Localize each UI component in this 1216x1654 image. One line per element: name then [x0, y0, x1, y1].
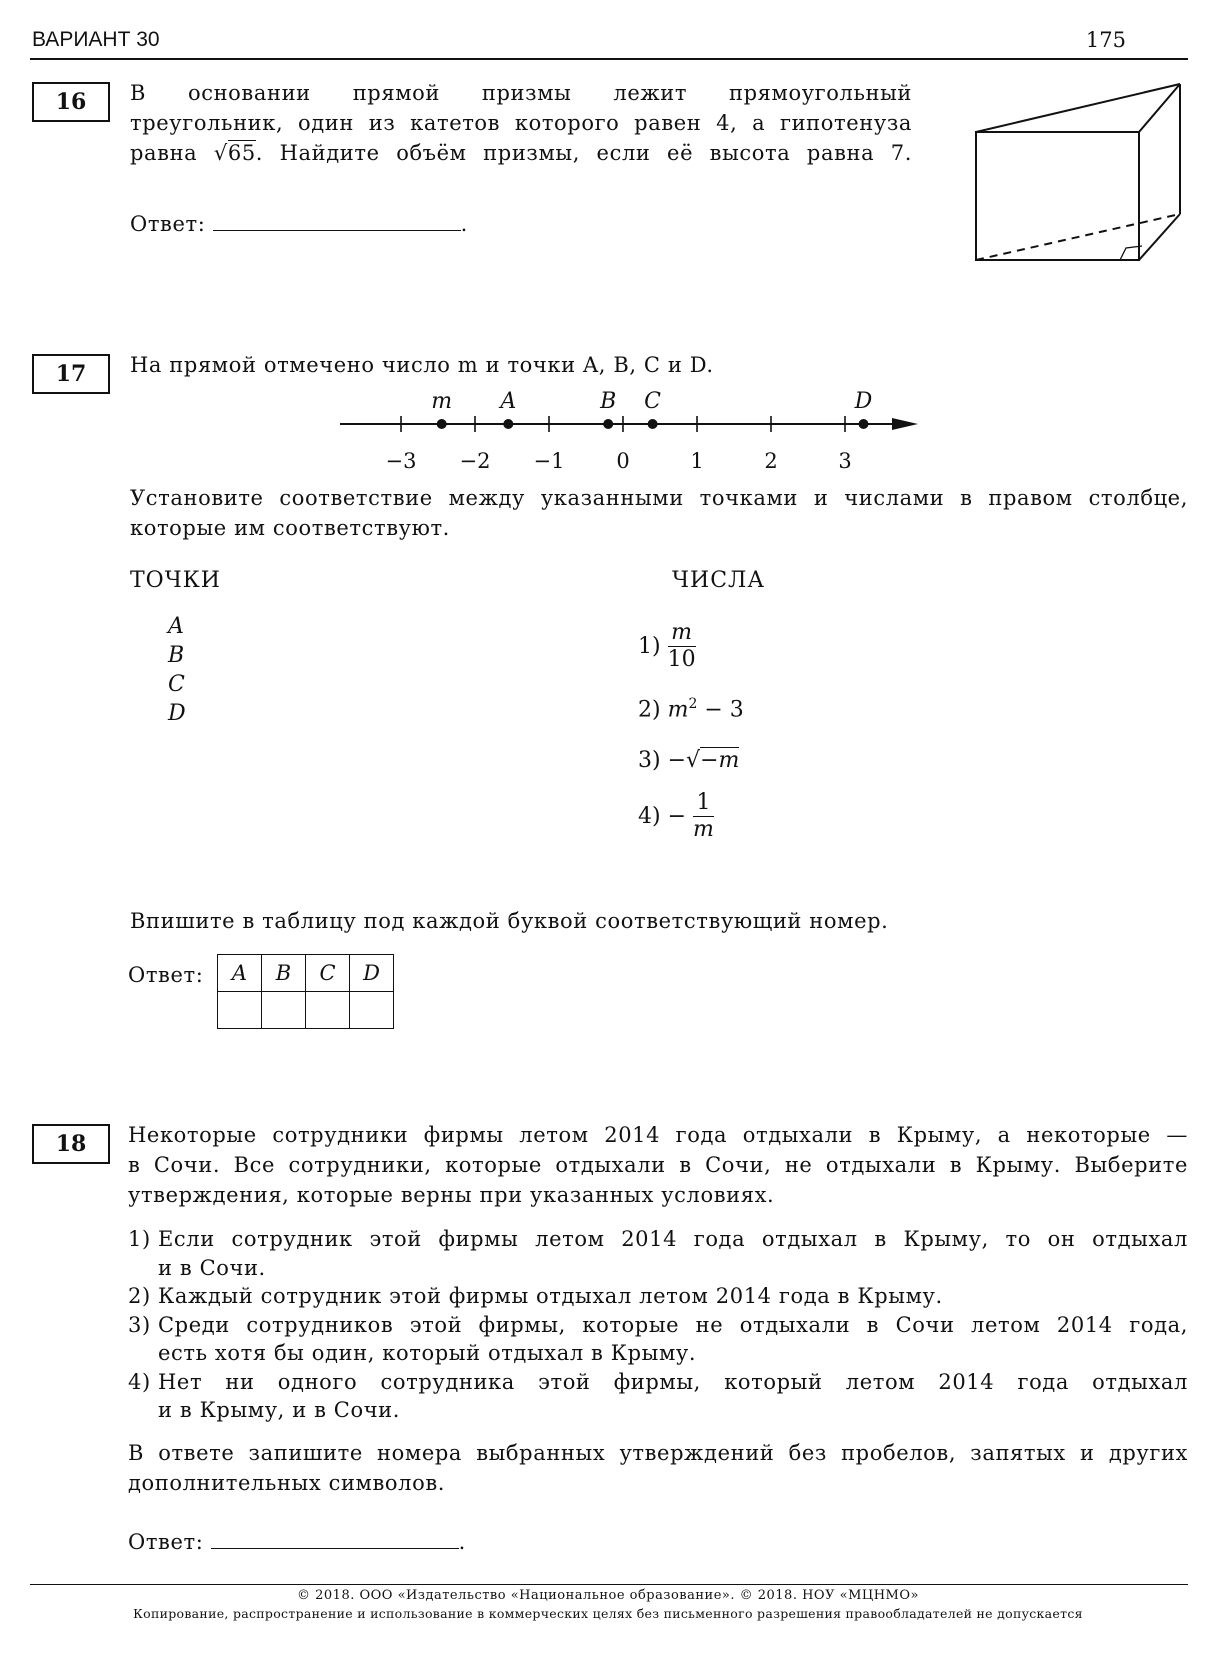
option-1-denominator: 10 [667, 647, 696, 672]
option-1-numerator: m [668, 620, 696, 647]
point-letter-c: C [168, 672, 185, 697]
tick-label: 3 [838, 449, 852, 473]
tick-label: −2 [459, 449, 491, 473]
sqrt-expression: √65 [213, 141, 256, 165]
q18-instruction-line-1: В ответе запишите номера выбранных утверждений без пробелов, запятых и других [128, 1441, 1188, 1465]
point-letter-a: A [168, 614, 184, 639]
q18-condition [128, 1120, 1188, 1210]
question-16-text [130, 78, 912, 168]
answer-cell-a[interactable] [218, 992, 262, 1029]
q18-answer-label: Ответ: [128, 1530, 204, 1554]
variant-title: ВАРИАНТ 30 [32, 28, 160, 51]
numbers-column-header: ЧИСЛА [672, 568, 766, 593]
answer-header-b: B [262, 955, 306, 992]
q16-answer-end: . [460, 212, 468, 236]
point-dot-d [859, 419, 869, 429]
tick-label: 0 [616, 449, 630, 473]
footer-rule [30, 1584, 1188, 1585]
q18-answer [128, 1526, 466, 1557]
prism-top-left-edge [976, 84, 1180, 132]
option-3-radicand: −m [700, 748, 740, 773]
q17-task-line-2: которые им соответствуют. [130, 516, 450, 540]
tick-label: −1 [533, 449, 565, 473]
point-letters-list [168, 612, 186, 728]
option-3-minus: − [667, 748, 687, 773]
prism-hidden-edge [976, 214, 1180, 260]
q17-task-line-1: Установите соответствие между указанными точками и числами в правом столбце, [130, 486, 1188, 510]
option-2-base: m [667, 697, 689, 723]
q18-instruction-line-2: дополнительных символов. [128, 1471, 446, 1495]
q16-line-2: треугольник, один из катетов которого равен 4, а гипотенуза [130, 111, 912, 135]
point-label-d: D [854, 389, 873, 414]
question-17-number: 17 [32, 354, 110, 394]
answer-header-d: D [350, 955, 394, 992]
header-rule [30, 58, 1188, 60]
option-3-radical: √−m [686, 748, 740, 773]
q17-answer-label: Ответ: [128, 963, 204, 987]
q17-task [130, 483, 1188, 543]
option-1 [638, 620, 696, 673]
q16-line-3-pre: равна [130, 141, 198, 165]
option-2-exponent: 2 [688, 696, 698, 712]
q18-statement-1-line-1: Если сотрудник этой фирмы летом 2014 года отдыхал в Крыму, то он отдыхал [158, 1227, 1188, 1251]
q16-answer-label: Ответ: [130, 212, 206, 236]
q18-statement-3-number: 3) [128, 1312, 151, 1337]
point-letter-d: D [168, 701, 186, 726]
q18-statement-2-line-1: Каждый сотрудник этой фирмы отдыхал летом 2014 года в Крыму. [158, 1284, 943, 1308]
number-line [340, 378, 980, 478]
answer-table-input-row [218, 992, 394, 1029]
q18-answer-end: . [458, 1530, 466, 1554]
point-dot-c [648, 419, 658, 429]
footer-copyright: © 2018. ООО «Издательство «Национальное образование». © 2018. НОУ «МЦНМО» [297, 1588, 919, 1603]
question-16-number: 16 [32, 82, 110, 122]
answer-cell-c[interactable] [306, 992, 350, 1029]
option-4-minus: − [667, 804, 687, 829]
point-label-a: A [500, 389, 517, 414]
q18-statement-2-number: 2) [128, 1284, 151, 1308]
q16-line-3 [130, 138, 912, 168]
q18-answer-field[interactable] [211, 1526, 459, 1549]
q18-statement-2 [128, 1282, 1188, 1311]
axis-arrow [892, 418, 918, 430]
q16-line-1: В основании прямой призмы лежит прямоугольный [130, 81, 912, 105]
point-dot-a [503, 419, 513, 429]
option-1-label: 1) [638, 634, 661, 659]
q18-statement-4 [128, 1368, 1188, 1425]
point-letter-b: B [168, 643, 185, 668]
q18-statement-1 [128, 1225, 1188, 1282]
point-label-m: m [431, 389, 453, 414]
q18-statement-3-line-2: есть хотя бы один, который отдыхал в Крыму. [158, 1341, 697, 1365]
answer-cell-b[interactable] [262, 992, 306, 1029]
points-column-header: ТОЧКИ [130, 568, 221, 593]
q18-statement-1-number: 1) [128, 1227, 151, 1251]
option-3-label: 3) [638, 748, 661, 773]
q16-answer [130, 208, 468, 239]
q18-statement-4-line-1: Нет ни одного сотрудника этой фирмы, который летом 2014 года отдыхал [158, 1369, 1188, 1394]
q17-answer-table [217, 954, 394, 1029]
option-3 [638, 748, 739, 773]
option-1-fraction [668, 620, 696, 673]
answer-cell-d[interactable] [350, 992, 394, 1029]
prism-figure [970, 80, 1186, 266]
q17-fill-instruction: Впишите в таблицу под каждой буквой соответствующий номер. [130, 909, 889, 933]
sqrt-radicand: 65 [227, 141, 256, 165]
q16-line-3-post: . Найдите объём призмы, если её высота равна 7. [255, 141, 913, 165]
footer-notice: Копирование, распространение и использование в коммерческих целях без письменного разрешения правообладателей не допускается [133, 1606, 1083, 1621]
answer-header-c: C [306, 955, 350, 992]
q17-intro: На прямой отмечено число m и точки A, B, C и D. [130, 353, 714, 377]
q18-statement-3-line-1: Среди сотрудников этой фирмы, которые не отдыхали в Сочи летом 2014 года, [158, 1312, 1188, 1337]
option-4-numerator: 1 [693, 790, 714, 817]
q18-statements-list [128, 1225, 1188, 1425]
point-label-c: C [644, 389, 662, 414]
answer-header-a: A [218, 955, 262, 992]
q18-statement-4-number: 4) [128, 1369, 151, 1394]
option-4 [638, 790, 714, 843]
question-18-number: 18 [32, 1124, 110, 1164]
option-4-label: 4) [638, 804, 661, 829]
q16-answer-field[interactable] [213, 208, 461, 231]
option-2-label: 2) [638, 697, 661, 723]
point-label-b: B [600, 389, 617, 414]
page-number: 175 [1085, 28, 1126, 52]
point-dot-m [437, 419, 447, 429]
tick-label: 1 [690, 449, 704, 473]
q18-statement-1-line-2: и в Сочи. [158, 1255, 266, 1280]
option-4-fraction [693, 790, 714, 843]
q18-statement-4-line-2: и в Крыму, и в Сочи. [158, 1398, 401, 1422]
answer-table-header-row [218, 955, 394, 992]
q18-statement-3 [128, 1311, 1188, 1368]
tick-label: 2 [764, 449, 778, 473]
prism-front-face [976, 132, 1139, 260]
q18-condition-line-2: в Сочи. Все сотрудники, которые отдыхали в Сочи, не отдыхали в Крыму. Выберите [128, 1153, 1188, 1177]
q18-instruction [128, 1438, 1188, 1498]
option-2 [638, 696, 744, 722]
option-2-rest: − 3 [697, 697, 744, 723]
q18-condition-line-1: Некоторые сотрудники фирмы летом 2014 года отдыхали в Крыму, а некоторые — [128, 1123, 1188, 1147]
option-4-denominator: m [693, 817, 714, 842]
q18-condition-line-3: утверждения, которые верны при указанных условиях. [128, 1183, 775, 1207]
tick-label: −3 [385, 449, 417, 473]
point-dot-b [603, 419, 613, 429]
